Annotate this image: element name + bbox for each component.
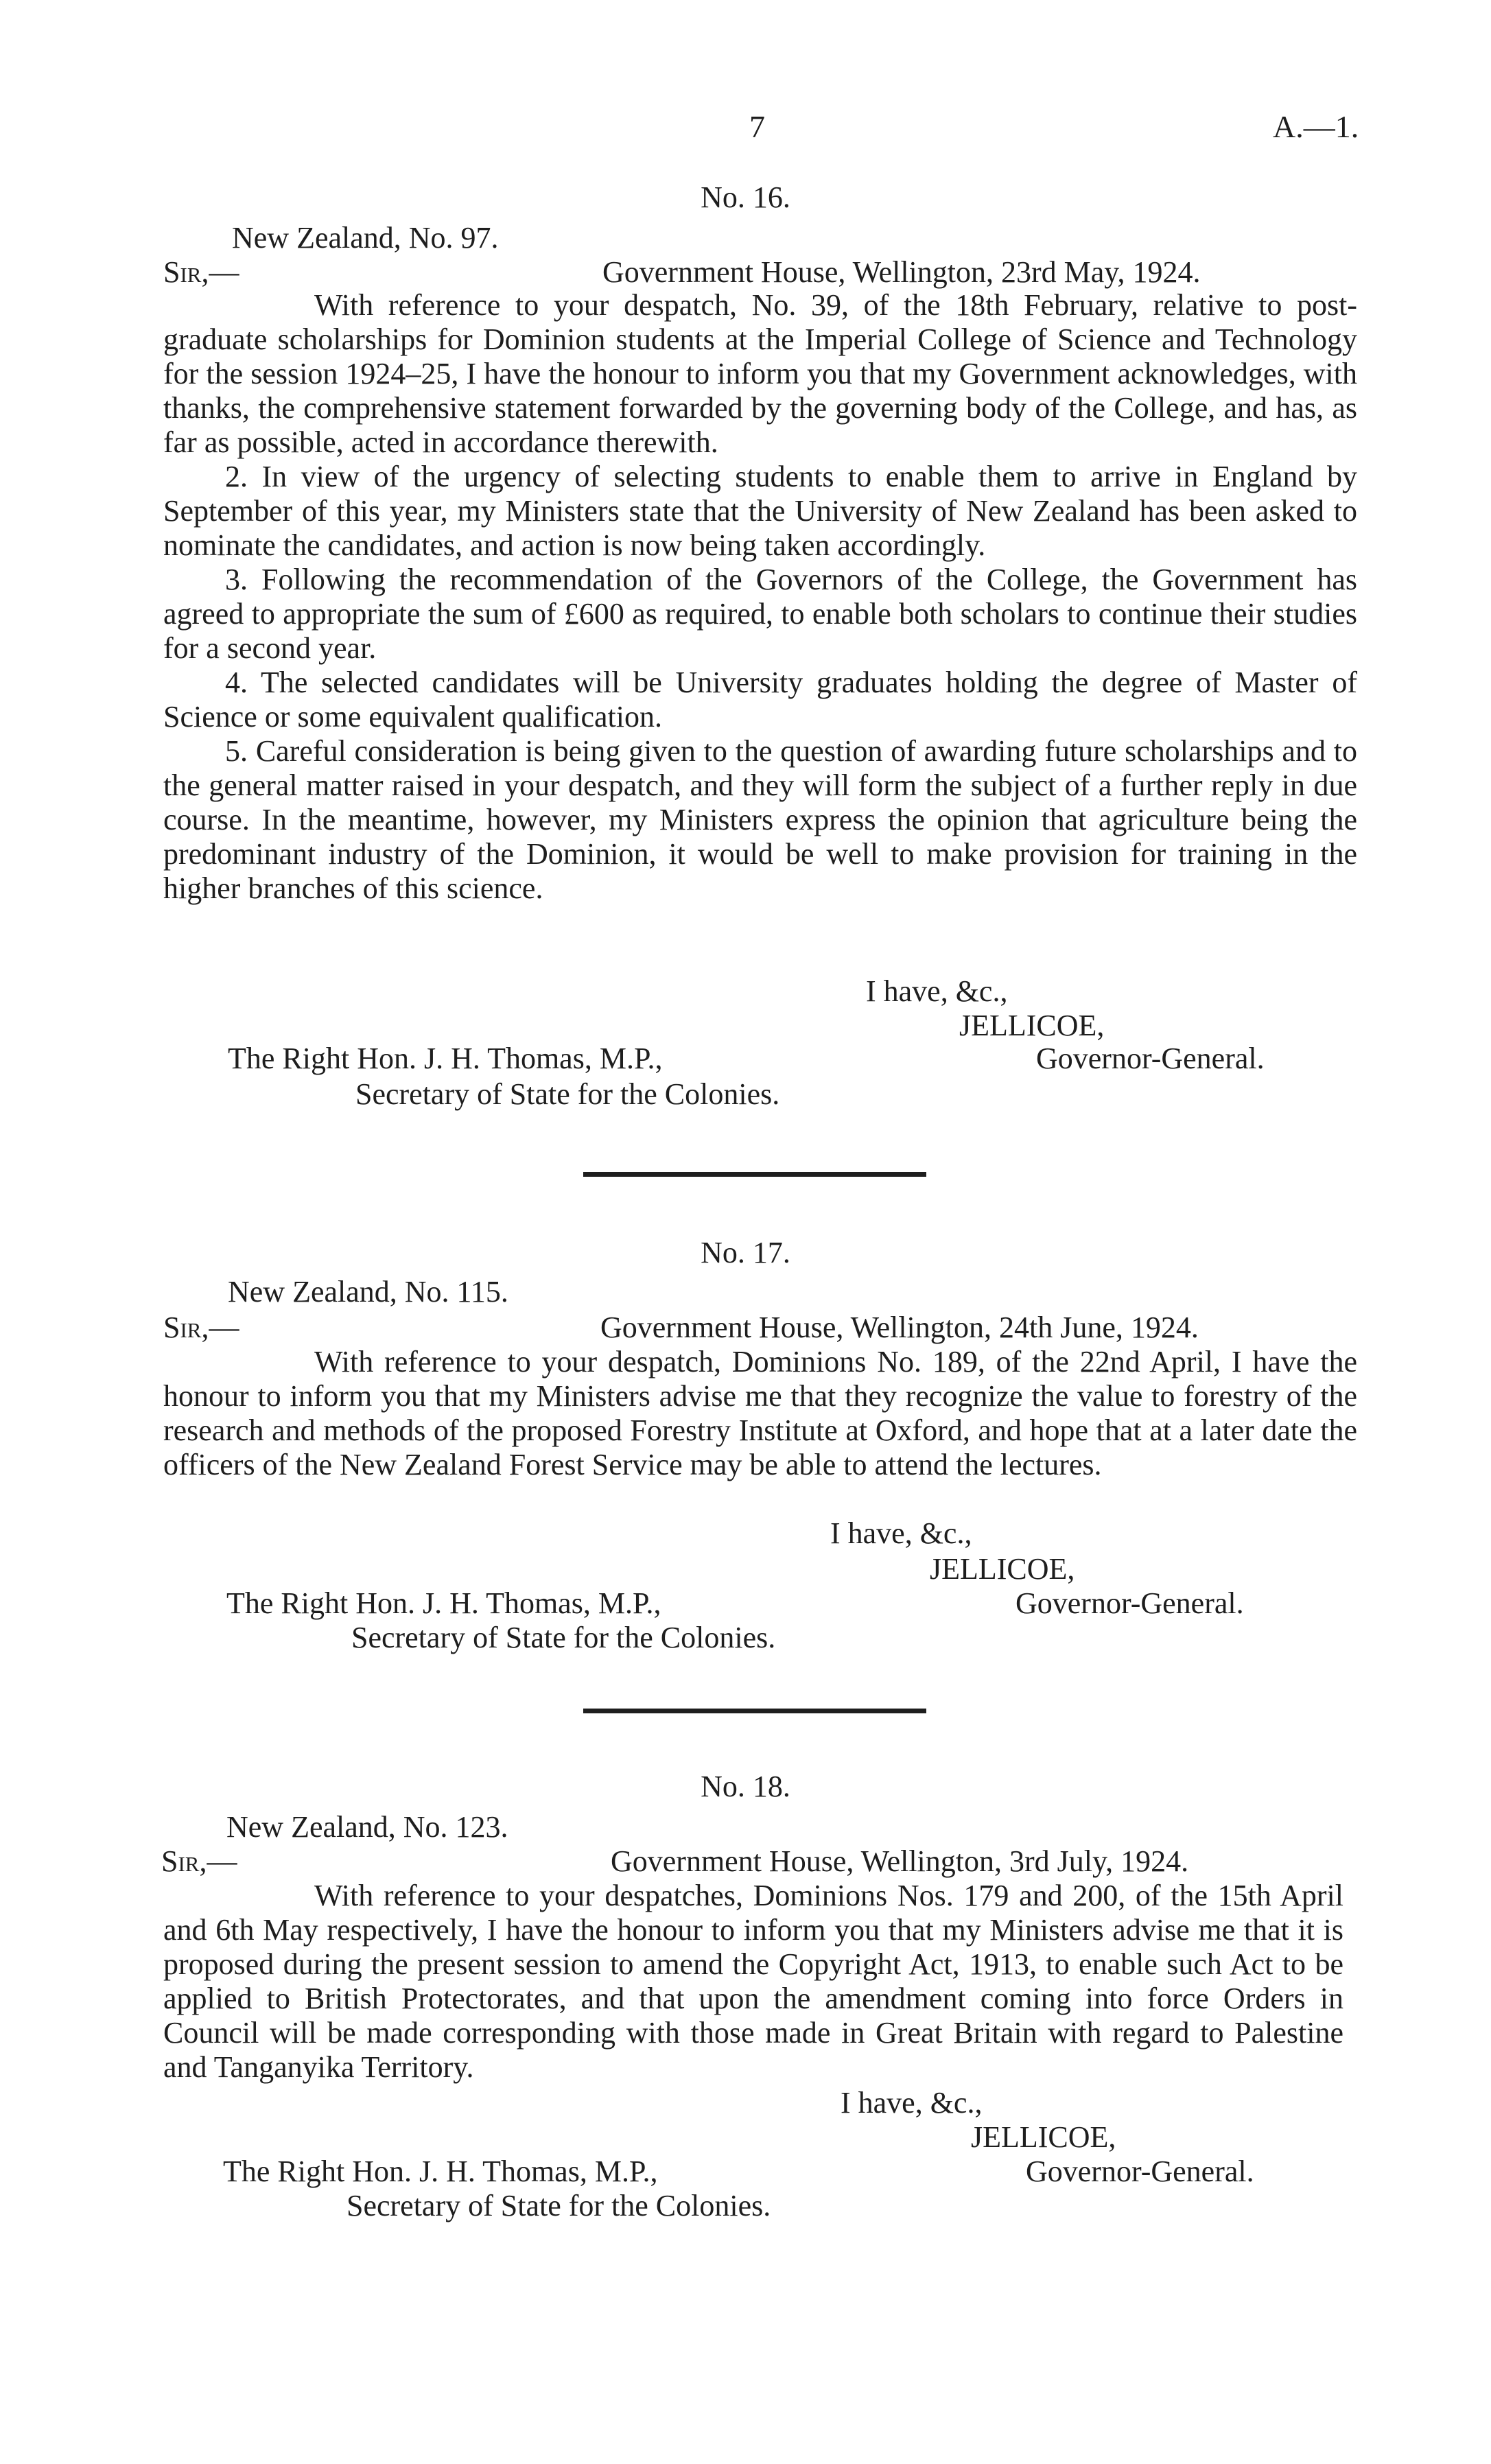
recipient-title: Secretary of State for the Colonies. xyxy=(355,1077,780,1111)
document-reference: A.—1. xyxy=(1273,109,1359,144)
letter-body xyxy=(163,1879,1343,2085)
recipient: The Right Hon. J. H. Thomas, M.P., xyxy=(228,1042,663,1075)
body-paragraph: With reference to your despatch, No. 39, of the 18th February, relative to post-graduate scholarships for Dominion students at the Imperial College of Science and Technology for the session 1924–25, I have the honour to inform you that my Government acknowledges, with thanks, the comprehensive statement forwarded by the governing body of the College, and has, as far as possible, acted in accordance therewith. xyxy=(163,288,1357,459)
recipient: The Right Hon. J. H. Thomas, M.P., xyxy=(223,2155,658,2188)
signature: JELLICOE, xyxy=(971,2120,1116,2154)
salutation: Sir,— xyxy=(161,1844,237,1878)
body-paragraph: With reference to your despatches, Dominions Nos. 179 and 200, of the 15th April and 6th May respectively, I have the honour to inform you that my Ministers advise me that it is proposed during the present session to amend the Copyright Act, 1913, to enable such Act to be applied to British Protectorates, and that upon the amendment coming into force Orders in Council will be made corresponding with those made in Great Britain with regard to Palestine and Tanganyika Territory. xyxy=(163,1879,1343,2084)
sender-address: Government House, Wellington, 24th June, 1924. xyxy=(600,1311,1199,1344)
letter-number: No. 16. xyxy=(701,180,790,214)
nz-despatch-number: New Zealand, No. 97. xyxy=(232,221,499,255)
sender-address: Government House, Wellington, 3rd July, 1924. xyxy=(611,1844,1189,1878)
recipient-title: Secretary of State for the Colonies. xyxy=(351,1621,776,1654)
body-paragraph: 3. Following the recommendation of the Governors of the College, the Government has agreed to appropriate the sum of £600 as required, to enable both scholars to continue their studies for a second year. xyxy=(163,563,1357,665)
signature: JELLICOE, xyxy=(959,1009,1105,1042)
body-paragraph: 2. In view of the urgency of selecting students to enable them to arrive in England by September of this year, my Ministers state that the University of New Zealand has been asked to nominate the candidates, and action is now being taken accordingly. xyxy=(163,460,1357,562)
signature-title: Governor-General. xyxy=(1026,2155,1254,2188)
page-number: 7 xyxy=(749,109,765,144)
letter-body xyxy=(163,1345,1357,1482)
recipient: The Right Hon. J. H. Thomas, M.P., xyxy=(226,1586,661,1620)
signature-title: Governor-General. xyxy=(1015,1586,1244,1620)
closing: I have, &c., xyxy=(866,974,1008,1008)
salutation: Sir,— xyxy=(163,1311,239,1344)
signature: JELLICOE, xyxy=(930,1552,1075,1586)
section-divider xyxy=(583,1709,926,1713)
letter-number: No. 18. xyxy=(701,1770,790,1803)
recipient-title: Secretary of State for the Colonies. xyxy=(347,2189,771,2222)
closing: I have, &c., xyxy=(830,1516,972,1550)
sender-address: Government House, Wellington, 23rd May, 1924. xyxy=(602,255,1201,289)
signature-title: Governor-General. xyxy=(1036,1042,1265,1075)
body-paragraph: With reference to your despatch, Dominions No. 189, of the 22nd April, I have the honour to inform you that my Ministers advise me that they recognize the value to forestry of the research and methods of the proposed Forestry Institute at Oxford, and hope that at a later date the officers of the New Zealand Forest Service may be able to attend the lectures. xyxy=(163,1345,1357,1481)
section-divider xyxy=(583,1172,926,1177)
nz-despatch-number: New Zealand, No. 115. xyxy=(228,1275,508,1309)
closing: I have, &c., xyxy=(841,2086,983,2120)
letter-number: No. 17. xyxy=(701,1236,790,1269)
body-paragraph: 4. The selected candidates will be University graduates holding the degree of Master of Science or some equivalent qualification. xyxy=(163,666,1357,734)
body-paragraph: 5. Careful consideration is being given to the question of awarding future scholarships and to the general matter raised in your despatch, and they will form the subject of a further reply in due course. In the meantime, however, my Ministers express the opinion that agriculture being the predominant industry of the Dominion, it would be well to make provision for training in the higher branches of this science. xyxy=(163,734,1357,905)
salutation: Sir,— xyxy=(163,255,239,289)
letter-body xyxy=(163,288,1357,906)
nz-despatch-number: New Zealand, No. 123. xyxy=(226,1810,508,1844)
